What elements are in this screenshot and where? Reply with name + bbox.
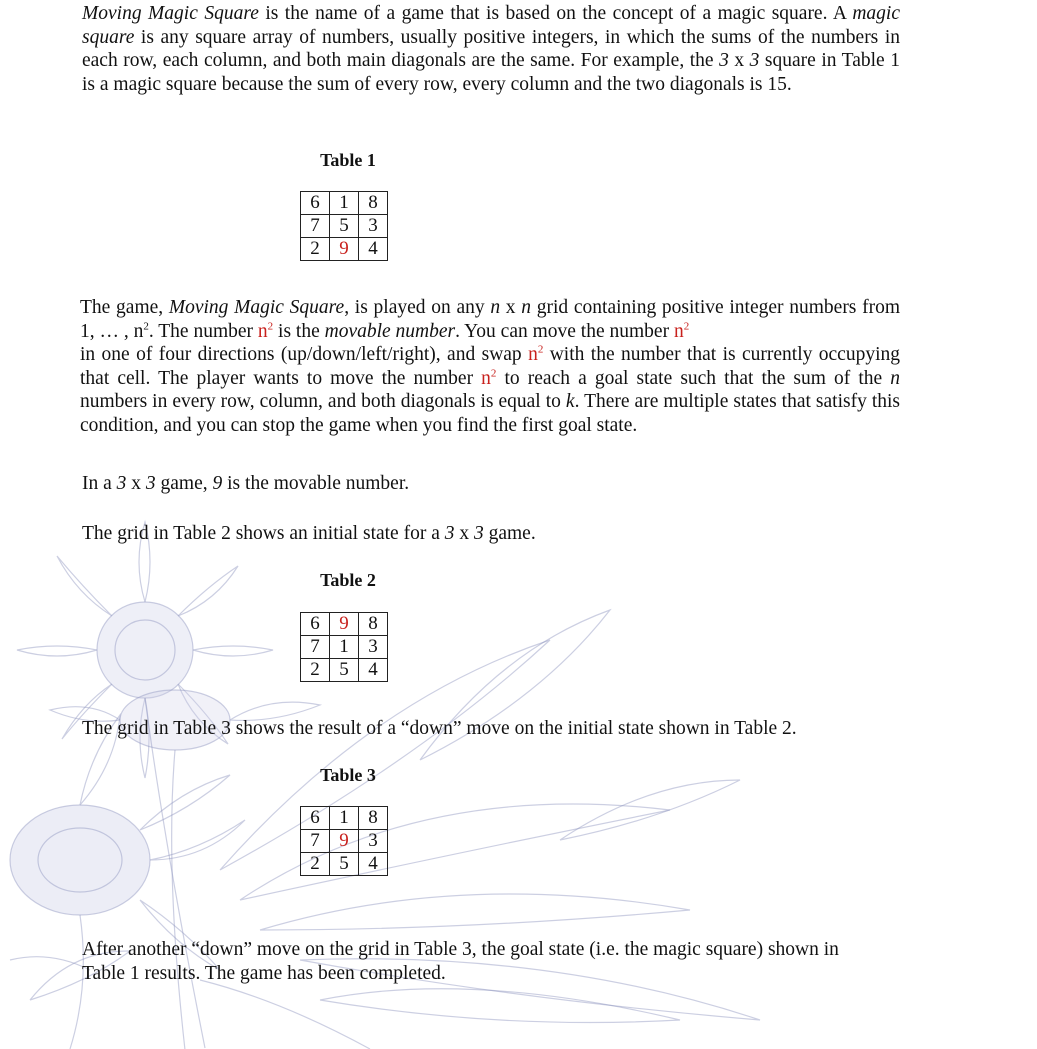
grid-cell: 5 — [330, 659, 359, 682]
table-row — [301, 238, 388, 261]
grid-cell: 3 — [359, 636, 388, 659]
table-2-grid — [300, 612, 388, 682]
rules-paragraph: The game, Moving Magic Square, is played on any n x n grid containing positive integer numbers from 1, … , $n^2$. The number $n^2$ is the movable number. You can move the number $n^2$ in one of four directions (up/down/left/right), and swap $n^2$ with the number that is currently occupying that cell. The player wants to move the number $n^2$ to reach a goal state such that the sum of the n numbers in every row, column, and both diagonals is equal to k. There are multiple states that satisfy this condition, and you can stop the game when you find the first goal state. — [80, 297, 901, 436]
grid-cell: 2 — [301, 238, 330, 261]
closing-paragraph: After another “down” move on the grid in Table 3, the goal state (i.e. the magic square) shown in Table 1 results. The game has been completed. — [82, 939, 839, 984]
table-3-intro-paragraph: The grid in Table 3 shows the result of a “down” move on the initial state shown in Table 2. — [82, 718, 797, 739]
table-row — [301, 807, 388, 830]
grid-cell: 7 — [301, 830, 330, 853]
table-row — [301, 613, 388, 636]
grid-cell: 7 — [301, 215, 330, 238]
grid-cell: 6 — [301, 807, 330, 830]
grid-cell: 8 — [359, 192, 388, 215]
table-row — [301, 853, 388, 876]
table-2-caption: Table 2 — [320, 570, 376, 590]
grid-cell: 7 — [301, 636, 330, 659]
table-row — [301, 659, 388, 682]
movable-number-paragraph: In a 3 x 3 game, 9 is the movable number. — [82, 473, 410, 494]
grid-cell: 2 — [301, 659, 330, 682]
grid-cell: 6 — [301, 613, 330, 636]
grid-cell: 5 — [330, 853, 359, 876]
grid-cell: 5 — [330, 215, 359, 238]
table-1-caption: Table 1 — [320, 150, 376, 170]
grid-cell: 3 — [359, 215, 388, 238]
grid-cell: 1 — [330, 192, 359, 215]
grid-cell: 1 — [330, 807, 359, 830]
grid-cell: 8 — [359, 807, 388, 830]
movable-number-cell: 9 — [330, 830, 359, 853]
table-2-intro-paragraph: The grid in Table 2 shows an initial state for a 3 x 3 game. — [82, 523, 536, 544]
table-row — [301, 192, 388, 215]
grid-cell: 6 — [301, 192, 330, 215]
table-1-grid — [300, 191, 388, 261]
table-row — [301, 830, 388, 853]
table-3-caption: Table 3 — [320, 765, 376, 785]
table-3-grid — [300, 806, 388, 876]
grid-cell: 4 — [359, 659, 388, 682]
table-row — [301, 215, 388, 238]
movable-number-cell: 9 — [330, 613, 359, 636]
intro-paragraph: Moving Magic Square is the name of a game that is based on the concept of a magic square. A magic square is any square array of numbers, usually positive integers, in which the sums of the numbers in each row, each column, and both main diagonals are the same. For example, the 3 x 3 square in Table 1 is a magic square because the sum of every row, every column and the two diagonals is 15. — [82, 3, 900, 95]
movable-number-cell: 9 — [330, 238, 359, 261]
grid-cell: 8 — [359, 613, 388, 636]
grid-cell: 4 — [359, 853, 388, 876]
grid-cell: 1 — [330, 636, 359, 659]
grid-cell: 3 — [359, 830, 388, 853]
grid-cell: 2 — [301, 853, 330, 876]
grid-cell: 4 — [359, 238, 388, 261]
table-row — [301, 636, 388, 659]
